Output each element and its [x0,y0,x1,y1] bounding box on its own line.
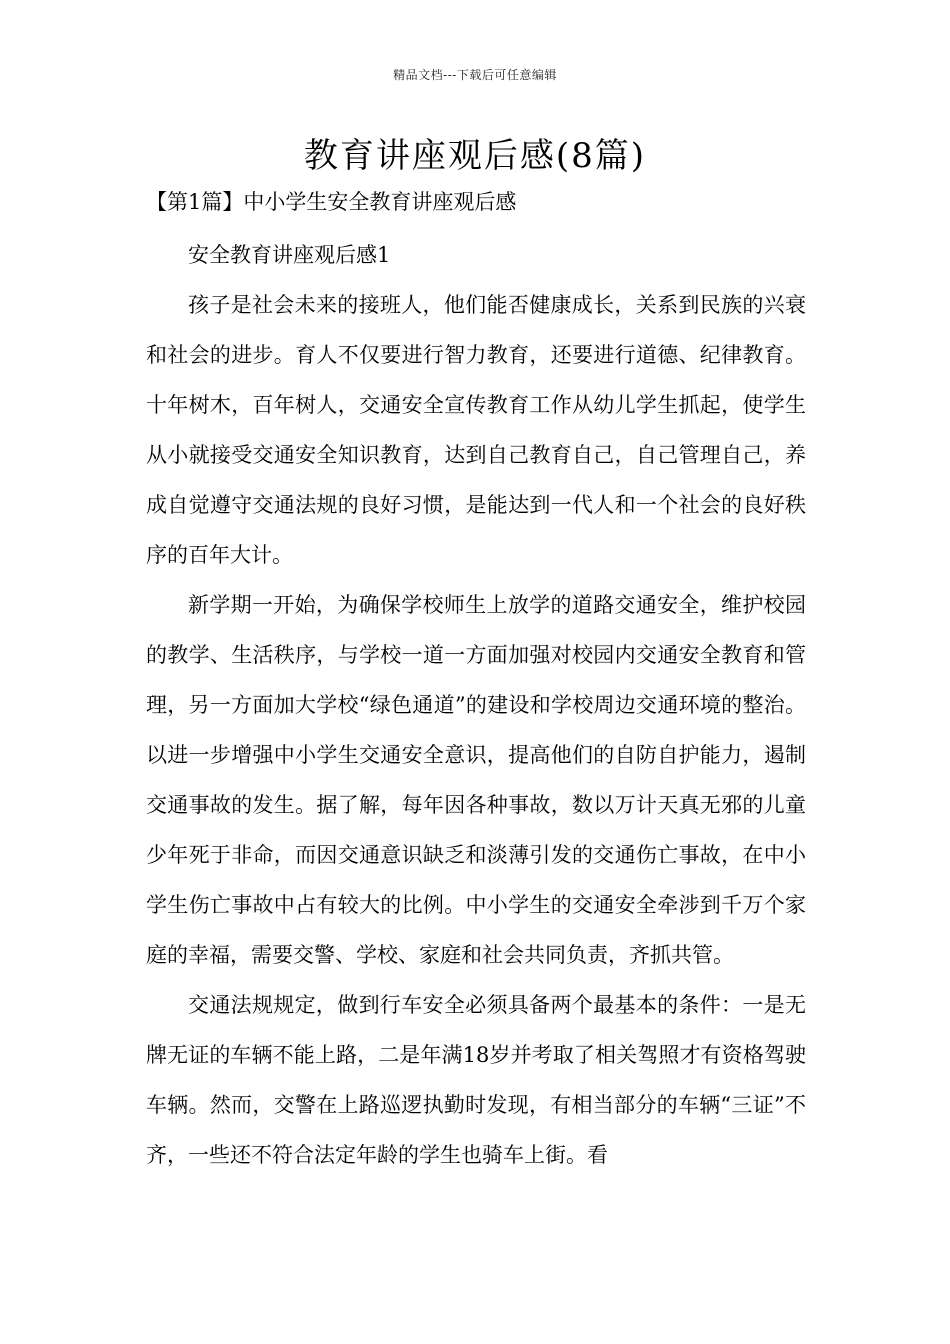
document-title: 教育讲座观后感(8篇) [303,136,647,176]
paragraph: 新学期一开始，为确保学校师生上放学的道路交通安全，维护校园的教学、生活秩序，与学校一道一方面加强对校园内交通安全教育和管理，另一方面加大学校“绿色通道”的建设和学校周边交通环境的整治。以进一步增强中小学生交通安全意识，提高他们的自防自护能力，遏制交通事故的发生。据了解，每年因各种事故，数以万计天真无邪的儿童少年死于非命，而因交通意识缺乏和淡薄引发的交通伤亡事故，在中小学生伤亡事故中占有较大的比例。中小学生的交通安全牵涉到千万个家庭的幸福，需要交警、学校、家庭和社会共同负责，齐抓共管。 [146,593,806,967]
section-heading: 【第1篇】中小学生安全教育讲座观后感 [146,190,517,214]
paragraph: 孩子是社会未来的接班人，他们能否健康成长，关系到民族的兴衰和社会的进步。育人不仅要进行智力教育，还要进行道德、纪律教育。十年树木，百年树人，交通安全宣传教育工作从幼儿学生抓起，使学生从小就接受交通安全知识教育，达到自己教育自己，自己管理自己，养成自觉遵守交通法规的良好习惯，是能达到一代人和一个社会的良好秩序的百年大计。 [146,293,806,567]
document-body [146,230,806,1180]
paragraph: 交通法规规定，做到行车安全必须具备两个最基本的条件：一是无牌无证的车辆不能上路，二是年满18岁并考取了相关驾照才有资格驾驶车辆。然而，交警在上路巡逻执勤时发现，有相当部分的车辆“三证”不齐，一些还不符合法定年龄的学生也骑车上街。看 [146,993,806,1167]
paragraph-subtitle: 安全教育讲座观后感1 [188,243,391,267]
header-note: 精品文档---下载后可任意编辑 [393,68,557,82]
